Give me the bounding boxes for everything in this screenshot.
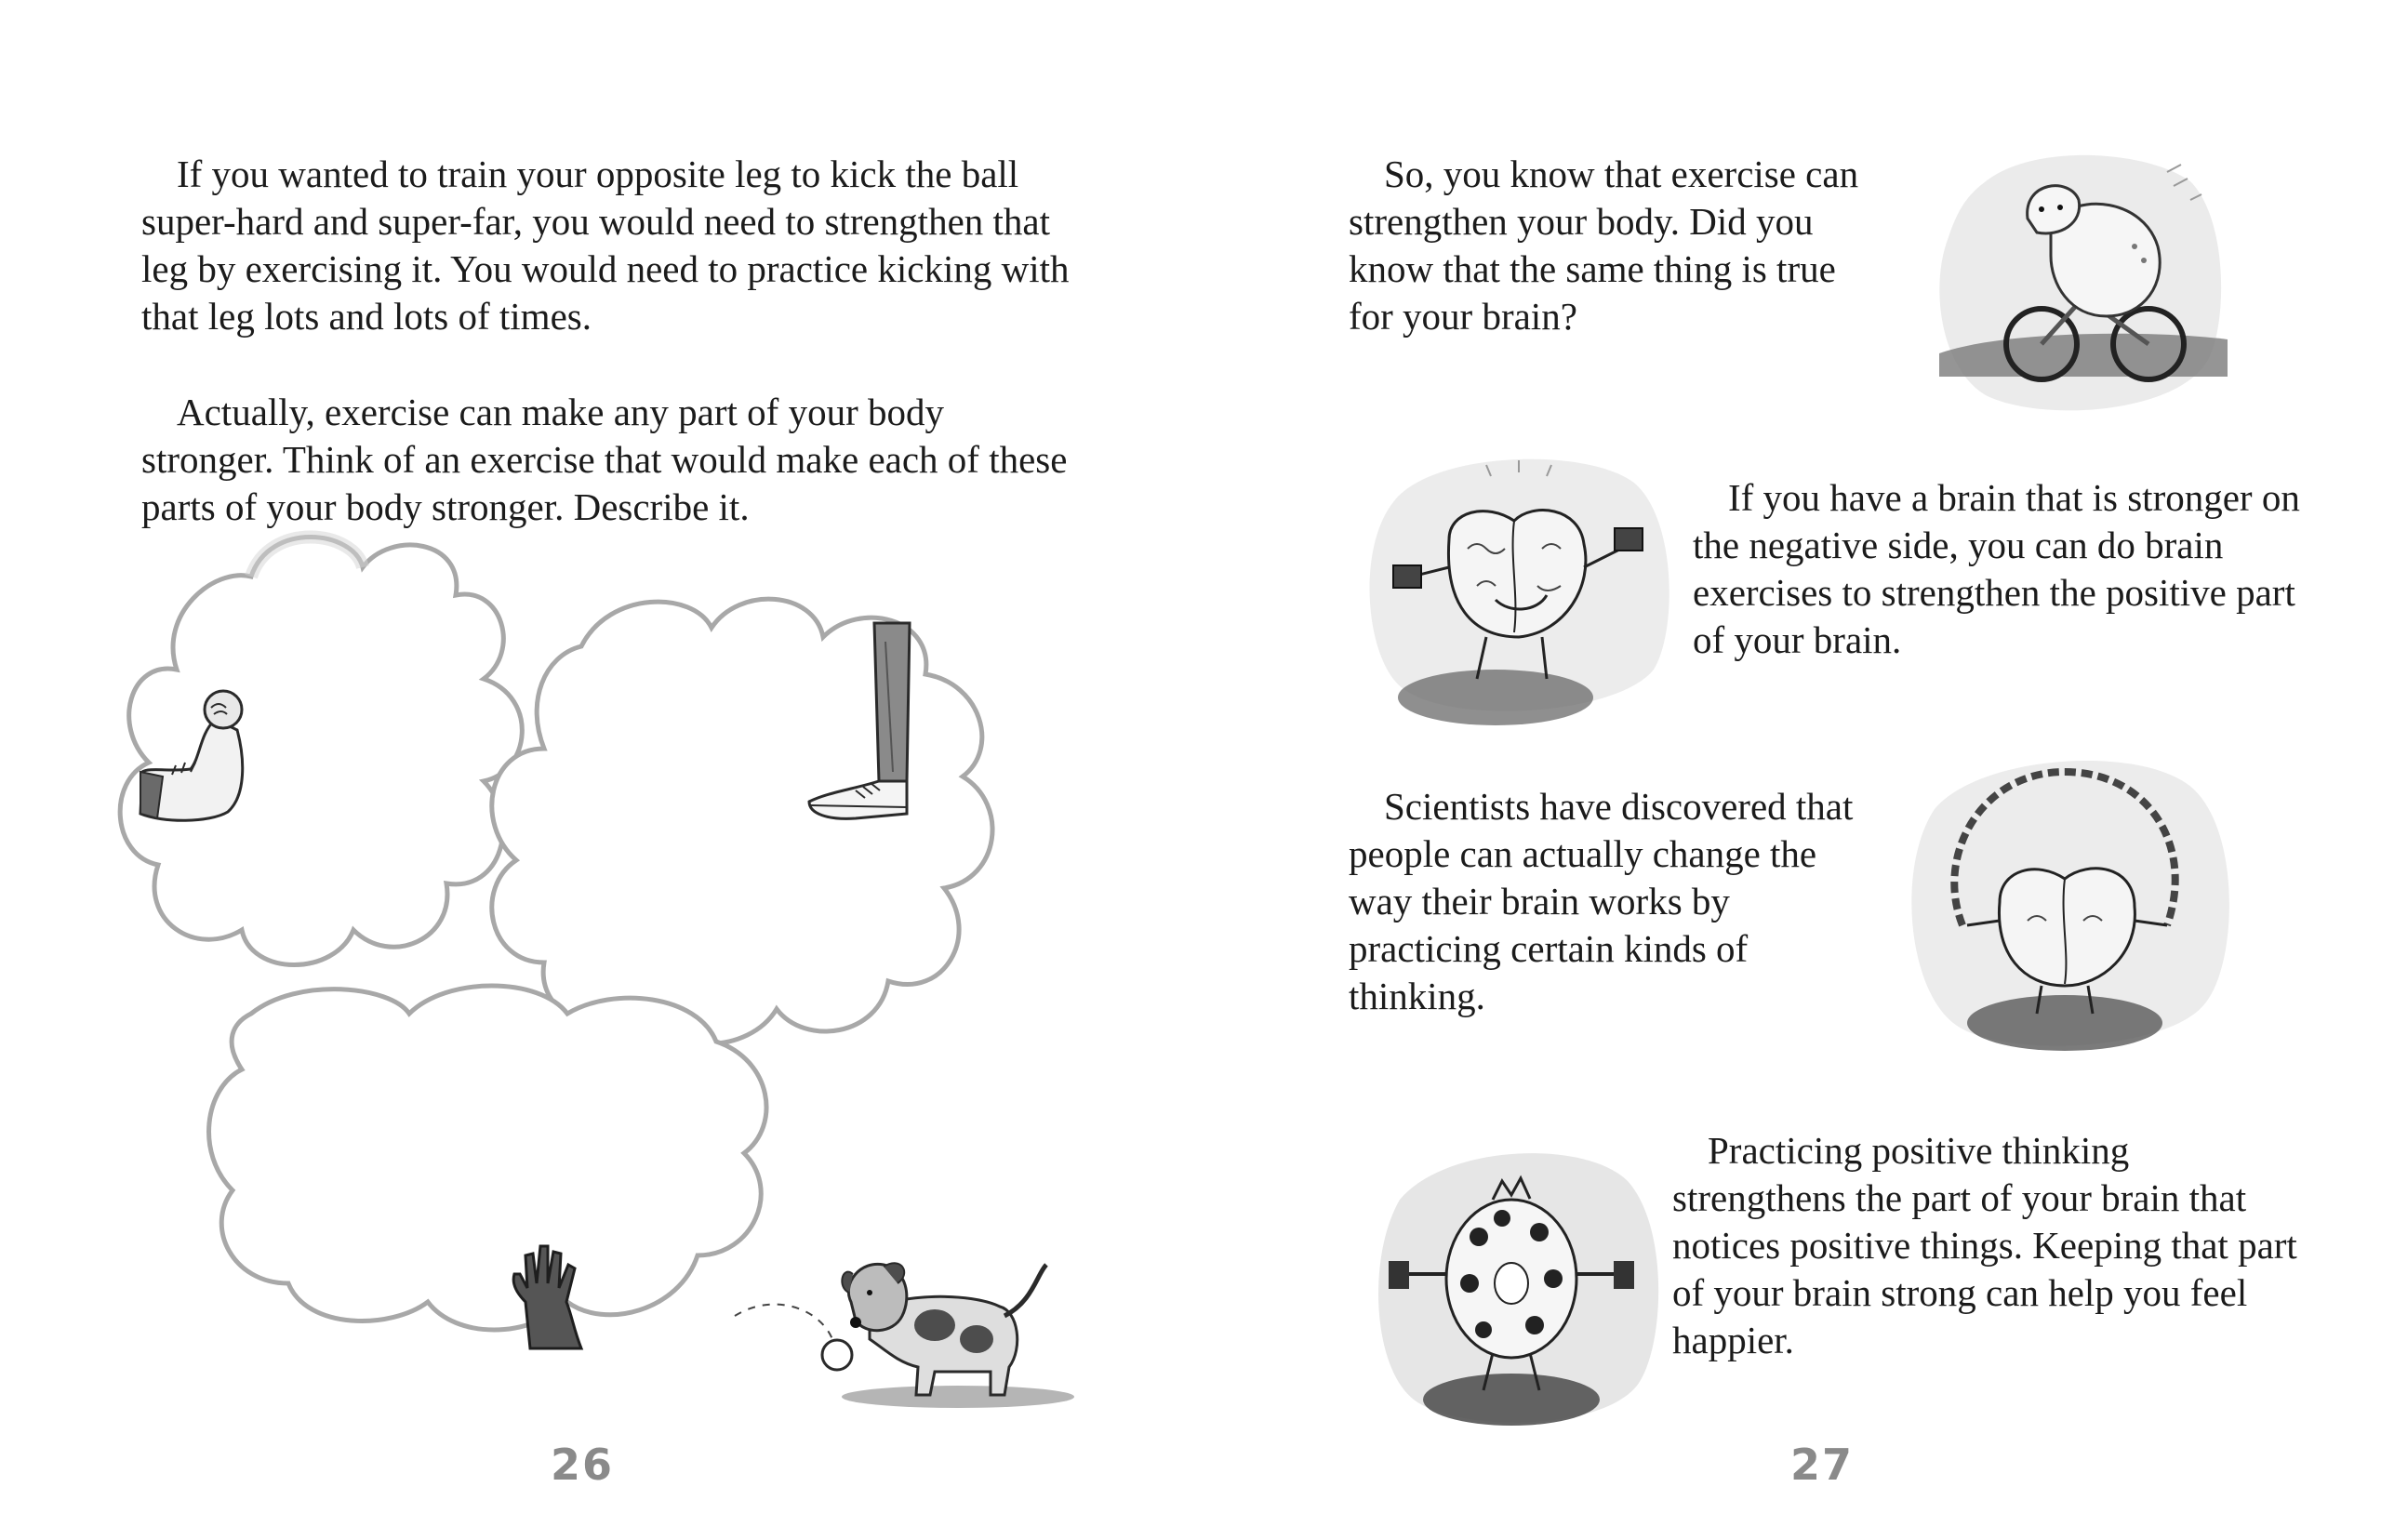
- left-paragraph-1: If you wanted to train your opposite leg to kick the ball super-hard and super-far, you would need to strengthen that leg by exercising it. You would need to practice kicking with that leg lots and lots of times.: [141, 153, 1070, 338]
- brain-jumping-rope-illustration: [1897, 744, 2237, 1065]
- left-page: [0, 0, 1190, 1540]
- dog-illustration: [832, 1246, 1074, 1414]
- bear-on-bicycle-illustration: [1930, 144, 2232, 423]
- page-number-left: 26: [551, 1440, 615, 1490]
- hand-thought-cloud[interactable]: [195, 976, 791, 1348]
- hand-illustration: [507, 1246, 600, 1348]
- right-paragraph-1: So, you know that exercise can strengthen your body. Did you know that the same thing is true for your brain?: [1349, 153, 1859, 338]
- left-paragraph-2: Actually, exercise can make any part of your body stronger. Think of an exercise that would make each of these parts of your body stronger. Describe it.: [141, 391, 1068, 528]
- flexed-arm-illustration: [135, 684, 274, 828]
- right-paragraph-2: If you have a brain that is stronger on the negative side, you can do brain exercises to strengthen the positive part of your brain.: [1693, 476, 2300, 661]
- page-number-right: 27: [1790, 1440, 1855, 1490]
- right-paragraph-3: Scientists have discovered that people can actually change the way their brain works by practicing certain kinds of thinking.: [1349, 785, 1854, 1017]
- right-page: [1190, 0, 2381, 1540]
- right-paragraph-4: Practicing positive thinking strengthens the part of your brain that notices positive things. Keeping that part of your brain strong can help you feel happier.: [1672, 1129, 2297, 1361]
- brain-with-dumbbells-illustration: [1356, 446, 1682, 725]
- leg-illustration: [800, 623, 925, 832]
- spotted-brain-with-dumbbells-illustration: [1363, 1135, 1660, 1432]
